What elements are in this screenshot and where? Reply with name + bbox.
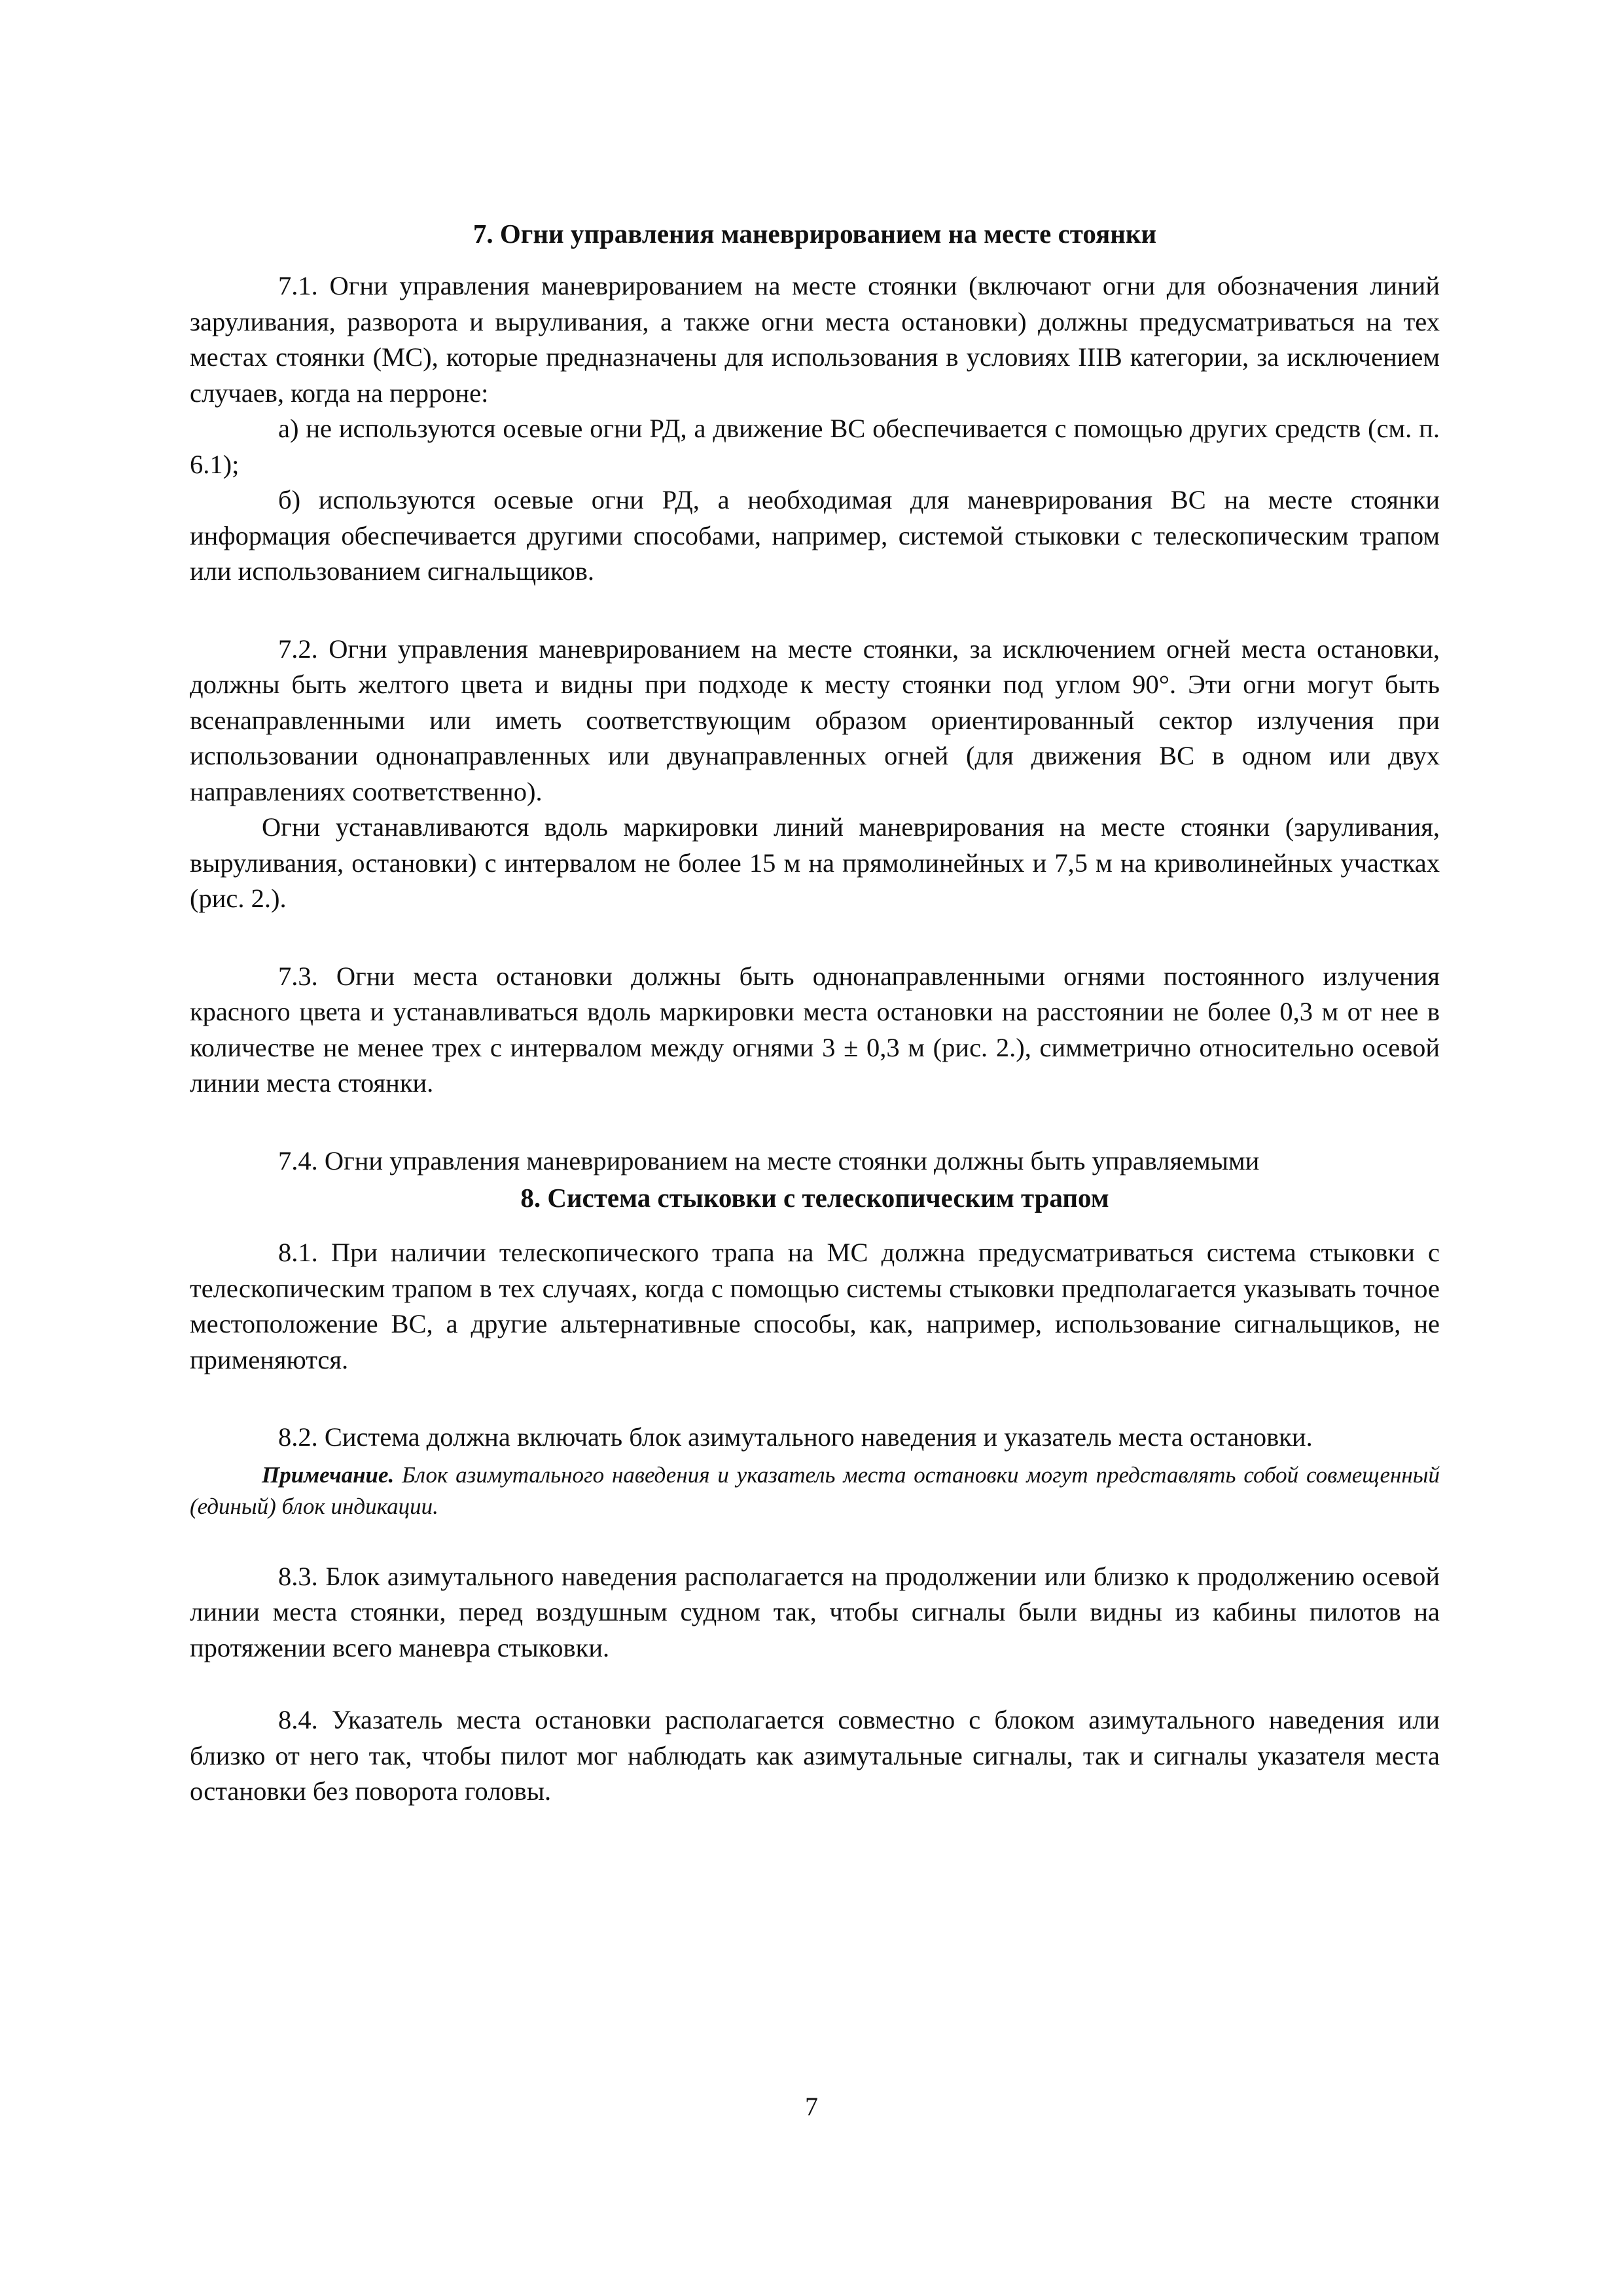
section-7-title: 7. Огни управления маневрированием на месте стоянки (473, 219, 1157, 249)
paragraph-8-3: 8.3. Блок азимутального наведения располагается на продолжении или близко к продолжению осевой линии места стоянки, перед воздушным судном так, чтобы сигналы были видны из кабины пилотов на протяжении всего маневра стыковки. (190, 1561, 1440, 1662)
paragraph-7-2: 7.2. Огни управления маневрированием на месте стоянки, за исключением огней места остановки, должны быть желтого цвета и видны при подходе к месту стоянки под углом 90°. Эти огни могут быть всенаправленными или иметь соответствующим образом ориентированный сектор излучения при использовании однонаправленных или двунаправленных огней (для движения ВС в одном или двух направлениях соответственно). (190, 634, 1440, 806)
paragraph-7-1-a: а) не используются осевые огни РД, а движение ВС обеспечивается с помощью других средств (см. п. 6.1); (190, 414, 1440, 479)
paragraph-7-1-b: б) используются осевые огни РД, а необходимая для маневрирования ВС на месте стоянки информация обеспечивается другими способами, например, системой стыковки с телескопическим трапом или использованием сигнальщиков. (190, 485, 1440, 586)
note-label: Примечание. (262, 1462, 395, 1488)
paragraph-7-1: 7.1. Огни управления маневрированием на месте стоянки (включают огни для обозначения линий заруливания, разворота и выруливания, а также огни места остановки) должны предусматриваться на тех местах стоянки (МС), которые предназначены для использования в условиях IIIВ категории, за исключением случаев, когда на перроне: (190, 271, 1440, 408)
paragraph-7-2-lights: Огни устанавливаются вдоль маркировки линий маневрирования на месте стоянки (заруливания, выруливания, остановки) с интервалом не более 15 м на прямолинейных и 7,5 м на криволинейных участках (рис. 2.). (190, 812, 1440, 913)
paragraph-7-4: 7.4. Огни управления маневрированием на месте стоянки должны быть управляемыми (278, 1145, 1260, 1175)
paragraph-8-2: 8.2. Система должна включать блок азимутального наведения и указатель места остановки. (278, 1422, 1313, 1452)
section-8-title: 8. Система стыковки с телескопическим трапом (520, 1183, 1109, 1213)
note (190, 1460, 1440, 1522)
paragraph-8-4: 8.4. Указатель места остановки располагается совместно с блоком азимутального наведения или близко от него так, чтобы пилот мог наблюдать как азимутальные сигналы, так и сигналы указателя места остановки без поворота головы. (190, 1705, 1440, 1806)
paragraph-8-1: 8.1. При наличии телескопического трапа на МС должна предусматриваться система стыковки с телескопическим трапом в тех случаях, когда с помощью системы стыковки предполагается указывать точное местоположение ВС, а другие альтернативные способы, как, например, использование сигнальщиков, не применяются. (190, 1238, 1440, 1374)
page-content (190, 216, 1440, 1810)
page-number: 7 (805, 2092, 818, 2121)
paragraph-7-3: 7.3. Огни места остановки должны быть однонаправленными огнями постоянного излучения красного цвета и устанавливаться вдоль маркировки места остановки на расстоянии не более 0,3 м от нее в количестве не менее трех с интервалом между огнями 3 ± 0,3 м (рис. 2.), симметрично относительно осевой линии места стоянки. (190, 961, 1440, 1098)
note-text: Блок азимутального наведения и указатель места остановки могут представлять собой совмещенный (единый) блок индикации. (190, 1462, 1440, 1519)
